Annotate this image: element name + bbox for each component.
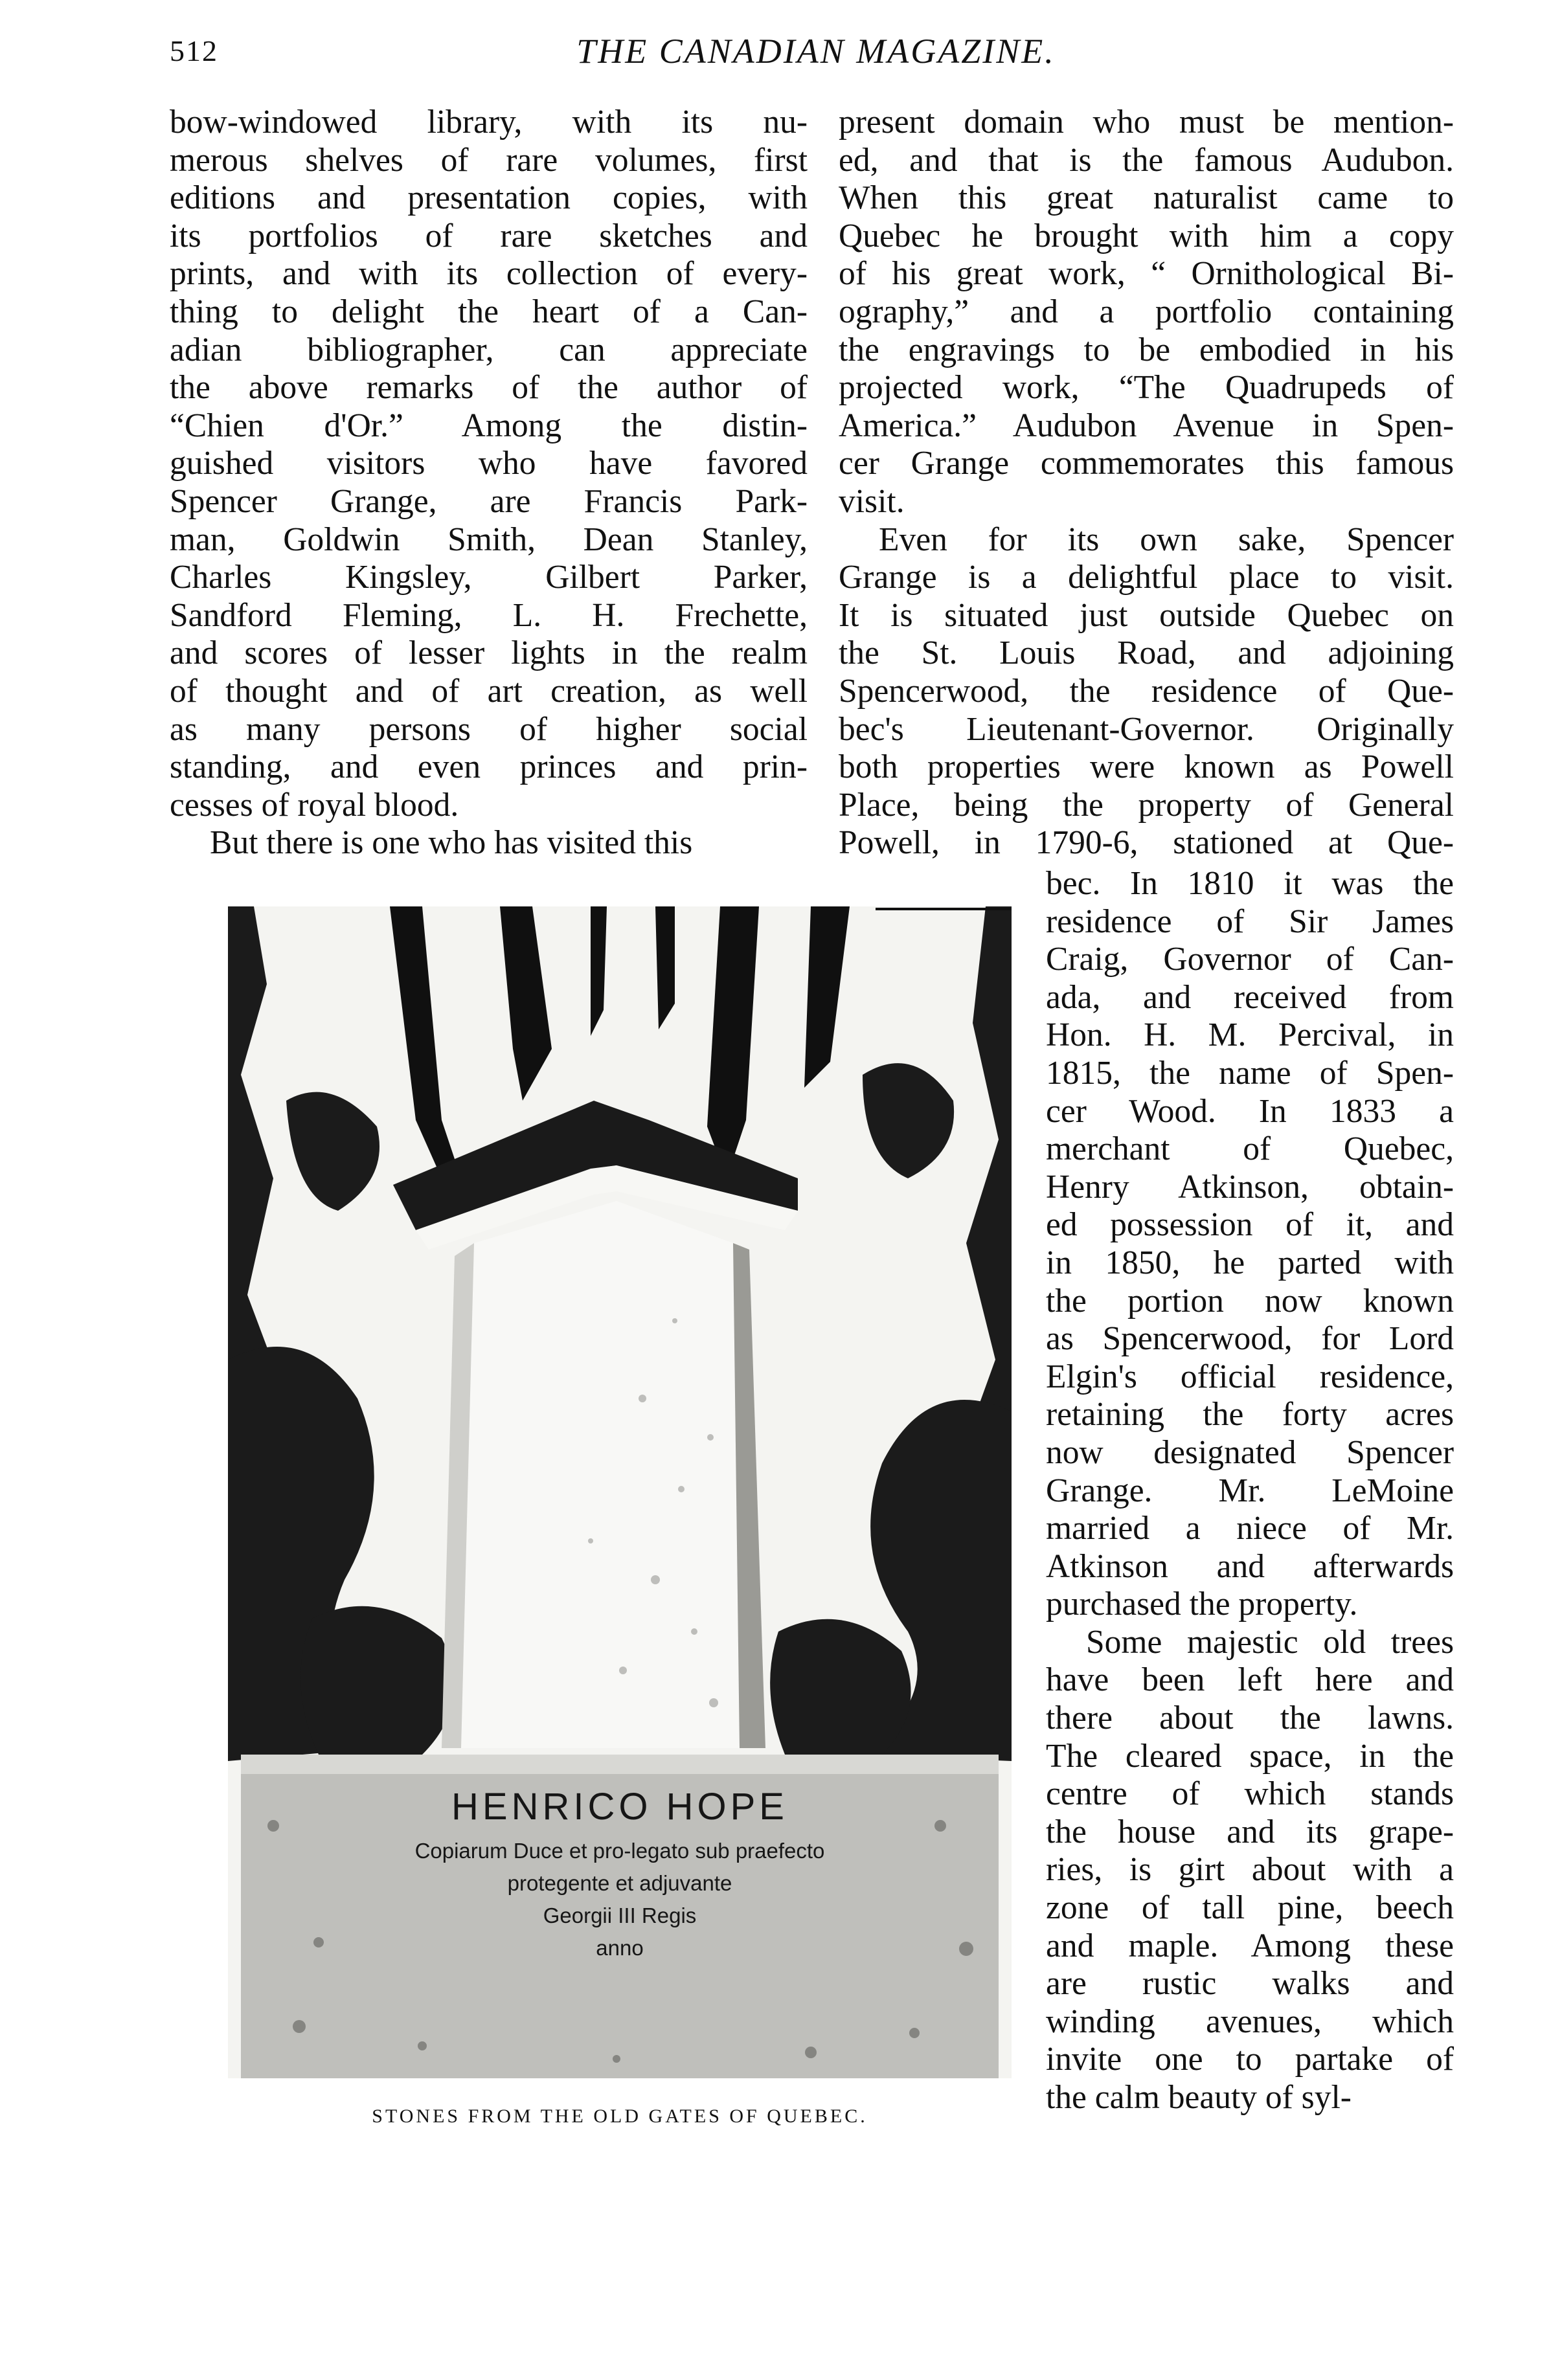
text-line: Charles Kingsley, Gilbert Parker,	[170, 559, 808, 596]
text-line: merchant of Quebec,	[1046, 1130, 1454, 1168]
text-line: prints, and with its collection of every-	[170, 255, 808, 293]
text-line: ography,” and a portfolio containing	[839, 293, 1454, 330]
text-line: Place, being the property of General	[839, 786, 1454, 824]
text-line: bec's Lieutenant-Governor. Originally	[839, 710, 1454, 748]
text-line: cer Wood. In 1833 a	[1046, 1092, 1454, 1130]
text-line: the house and its grape-	[1046, 1813, 1454, 1850]
text-line: Craig, Governor of Can-	[1046, 941, 1454, 978]
text-line: But there is one who has visited this	[210, 824, 693, 862]
text-line: invite one to partake of	[1046, 2041, 1454, 2078]
text-line: retaining the forty acres	[1046, 1396, 1454, 1433]
text-line: ada, and received from	[1046, 978, 1454, 1016]
text-line: bec. In 1810 it was the	[1046, 865, 1454, 902]
text-line: the above remarks of the author of	[170, 369, 808, 407]
text-line: merous shelves of rare volumes, first	[170, 141, 808, 179]
text-line: “Chien d'Or.” Among the distin-	[170, 407, 808, 444]
text-line: purchased the property.	[1046, 1586, 1358, 1623]
text-line: Spencerwood, the residence of Que-	[839, 672, 1454, 710]
text-line: Even for its own sake, Spencer	[879, 521, 1454, 558]
text-line: thing to delight the heart of a Can-	[170, 293, 808, 330]
inscription-line: protegente et adjuvante	[507, 1871, 732, 1895]
figure-caption: STONES FROM THE OLD GATES OF QUEBEC.	[372, 2105, 868, 2127]
text-line: Some majestic old trees	[1086, 1623, 1454, 1661]
photo-illustration	[228, 906, 1012, 2078]
text-line: in 1850, he parted with	[1046, 1244, 1454, 1281]
text-line: the engravings to be embodied in his	[839, 331, 1454, 368]
text-line: ed, and that is the famous Audubon.	[839, 141, 1454, 179]
page-number: 512	[170, 34, 218, 67]
text-line: Elgin's official residence,	[1046, 1358, 1454, 1395]
text-line: of thought and of art creation, as well	[170, 672, 808, 710]
text-line: both properties were known as Powell	[839, 748, 1454, 786]
right-column-narrow	[1046, 865, 1454, 2117]
inscription-line: Copiarum Duce et pro-legato sub praefecto	[414, 1839, 825, 1863]
text-line: and maple. Among these	[1046, 1927, 1454, 1964]
text-line: winding avenues, which	[1046, 2003, 1454, 2040]
text-line: Spencer Grange, are Francis Park-	[170, 482, 808, 520]
stones-photograph	[228, 906, 1012, 2078]
text-line: standing, and even princes and prin-	[170, 748, 808, 786]
text-line: now designated Spencer	[1046, 1433, 1454, 1471]
text-line: man, Goldwin Smith, Dean Stanley,	[170, 521, 808, 558]
text-line: Atkinson and afterwards	[1046, 1547, 1454, 1585]
text-line: the St. Louis Road, and adjoining	[839, 634, 1454, 672]
text-line: Grange. Mr. LeMoine	[1046, 1472, 1454, 1509]
text-line: guished visitors who have favored	[170, 445, 808, 482]
text-line: The cleared space, in the	[1046, 1737, 1454, 1775]
text-line: cesses of royal blood.	[170, 786, 459, 824]
text-line: adian bibliographer, can appreciate	[170, 331, 808, 368]
inscription-line: Georgii III Regis	[543, 1903, 697, 1927]
text-line: Sandford Fleming, L. H. Frechette,	[170, 596, 808, 634]
text-line: centre of which stands	[1046, 1775, 1454, 1813]
text-line: 1815, the name of Spen-	[1046, 1054, 1454, 1092]
text-line: Grange is a delightful place to visit.	[839, 559, 1454, 596]
inscription-line: anno	[596, 1936, 644, 1960]
text-line: Powell, in 1790-6, stationed at Que-	[839, 824, 1454, 862]
text-line: as Spencerwood, for Lord	[1046, 1320, 1454, 1358]
text-line: of his great work, “ Ornithological Bi-	[839, 255, 1454, 293]
text-line: visit.	[839, 482, 905, 520]
text-line: present domain who must be mention-	[839, 104, 1454, 140]
text-line: the portion now known	[1046, 1282, 1454, 1319]
inscription-line: HENRICO HOPE	[451, 1786, 788, 1828]
text-line: ed possession of it, and	[1046, 1206, 1454, 1244]
text-line: its portfolios of rare sketches and	[170, 217, 808, 254]
text-line: zone of tall pine, beech	[1046, 1889, 1454, 1927]
text-line: ries, is girt about with a	[1046, 1851, 1454, 1889]
text-line: It is situated just outside Quebec on	[839, 596, 1454, 634]
text-line: projected work, “The Quadrupeds of	[839, 369, 1454, 407]
text-line: as many persons of higher social	[170, 710, 808, 748]
text-line: America.” Audubon Avenue in Spen-	[839, 407, 1454, 444]
text-line: are rustic walks and	[1046, 1965, 1454, 2003]
text-line: married a niece of Mr.	[1046, 1510, 1454, 1547]
running-title: THE CANADIAN MAGAZINE.	[576, 32, 1056, 71]
text-line: Hon. H. M. Percival, in	[1046, 1016, 1454, 1054]
text-line: editions and presentation copies, with	[170, 179, 808, 217]
text-line: and scores of lesser lights in the realm	[170, 634, 808, 672]
text-line: there about the lawns.	[1046, 1700, 1454, 1737]
text-line: cer Grange commemorates this famous	[839, 445, 1454, 482]
text-line: have been left here and	[1046, 1661, 1454, 1699]
text-line: Henry Atkinson, obtain-	[1046, 1168, 1454, 1206]
left-column	[170, 104, 808, 862]
text-line: Quebec he brought with him a copy	[839, 217, 1454, 254]
text-line: the calm beauty of syl-	[1046, 2079, 1352, 2116]
text-line: residence of Sir James	[1046, 903, 1454, 940]
text-line: bow-windowed library, with its nu-	[170, 104, 808, 140]
text-line: When this great naturalist came to	[839, 179, 1454, 217]
right-column	[839, 104, 1454, 862]
